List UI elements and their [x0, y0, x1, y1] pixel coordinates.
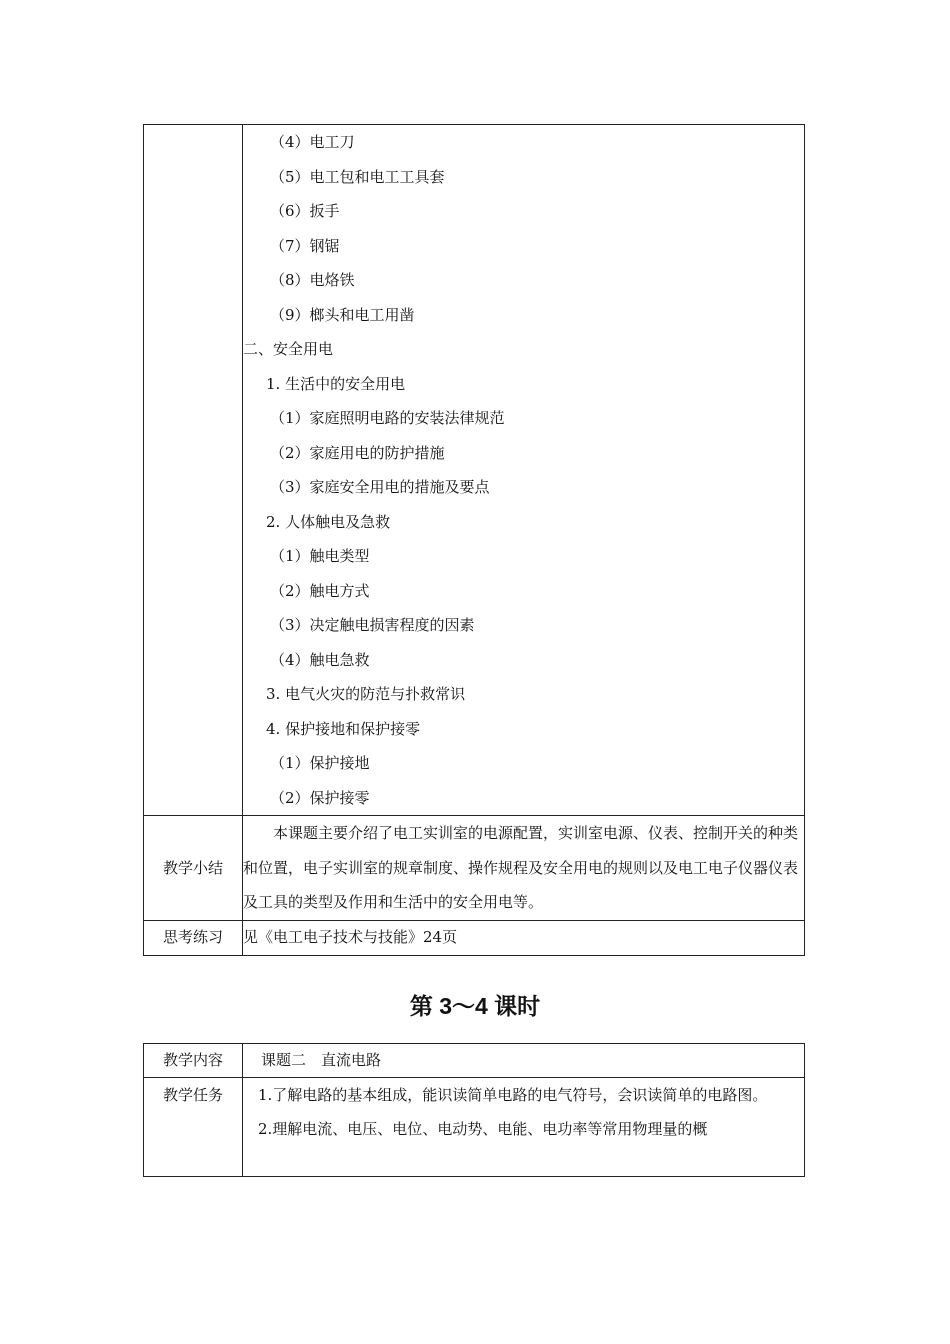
exercise-label: 思考练习 [144, 920, 243, 955]
content-line: （3）决定触电损害程度的因素 [270, 616, 475, 634]
content-line: （7）钢锯 [270, 236, 340, 255]
content-line: （8）电烙铁 [270, 271, 355, 289]
exercise-text: 见《电工电子技术与技能》24页 [243, 920, 805, 955]
content-line: 3. 电气火灾的防范与扑救常识 [266, 685, 466, 703]
content-line: （5）电工包和电工工具套 [270, 167, 445, 186]
task-item: 2.理解电流、电压、电位、电动势、电能、电功率等常用物理量的概 [258, 1120, 708, 1138]
summary-text: 本课题主要介绍了电工实训室的电源配置，实训室电源、仪表、控制开关的种类和位置，电子实训室的规章制度、操作规程及安全用电的规则以及电工电子仪器仪表及工具的类型及作用和生活中的安全用电等。 [243, 816, 805, 921]
content-line: 2. 人体触电及急救 [266, 512, 391, 531]
content-row [144, 125, 805, 816]
content-line: （6）扳手 [270, 202, 340, 220]
content-line: （1）家庭照明电路的安装法律规范 [270, 409, 505, 427]
lesson-table-next [143, 1043, 805, 1177]
exercise-row [144, 920, 805, 955]
content-label: 教学内容 [144, 1044, 243, 1078]
content-line: （1）触电类型 [270, 547, 370, 565]
content-line: （2）家庭用电的防护措施 [270, 443, 445, 462]
content-line: （4）触电急救 [270, 650, 370, 669]
content-line: （2）触电方式 [270, 581, 370, 600]
content-line: （4）电工刀 [270, 133, 355, 151]
content-row [144, 1044, 805, 1078]
summary-row [144, 816, 805, 921]
task-item: 1.了解电路的基本组成，能识读简单电路的电气符号，会识读简单的电路图。 [258, 1086, 768, 1104]
content-line: 二、安全用电 [243, 340, 334, 358]
content-line: （3）家庭安全用电的措施及要点 [270, 478, 490, 496]
content-text: 课题二 直流电路 [243, 1044, 805, 1078]
content-line: （9）榔头和电工用凿 [270, 305, 415, 324]
content-line: 1. 生活中的安全用电 [266, 374, 406, 393]
section-title: 第 3～4 课时 [409, 993, 541, 1019]
task-row [144, 1078, 805, 1177]
empty-label-cell [144, 125, 243, 816]
content-list [243, 125, 805, 816]
content-line: 4. 保护接地和保护接零 [266, 719, 421, 738]
task-text [243, 1078, 805, 1177]
task-label: 教学任务 [144, 1078, 243, 1177]
summary-label: 教学小结 [144, 816, 243, 921]
content-line: （2）保护接零 [270, 788, 370, 807]
lesson-table-continued [143, 124, 805, 956]
content-line: （1）保护接地 [270, 754, 370, 772]
